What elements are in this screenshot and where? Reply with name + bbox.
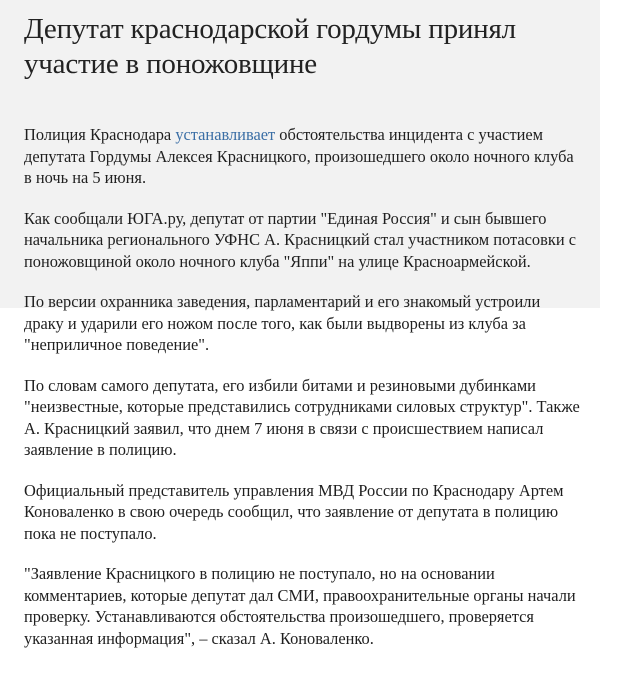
paragraph-1-start: Полиция Краснодара — [24, 125, 176, 144]
paragraph-1 — [24, 124, 584, 189]
source-link[interactable]: устанавливает — [175, 125, 276, 144]
right-margin — [600, 0, 618, 696]
paragraph-6: "Заявление Красницкого в полицию не поступало, но на основании комментариев, которые депутат дал СМИ, правоохранительные органы начали проверку. Устанавливаются обстоятельства произошедшего, проверяется указанная информация", – сказал А. Коноваленко. — [24, 564, 576, 648]
paragraph-5: Официальный представитель управления МВД России по Краснодару Артем Коноваленко в свою очередь сообщил, что заявление от депутата в полицию пока не поступало. — [24, 480, 564, 543]
paragraph-4: По словам самого депутата, его избили битами и резиновыми дубинками "неизвестные, которые представились сотрудниками силовых структур". Также А. Красницкий заявил, что днем 7 июня в связи с происшествием написал заявление в полицию. — [24, 375, 580, 459]
paragraph-3: По версии охранника заведения, парламентарий и его знакомый устроили драку и ударили его ножом после того, как были выдворены из клуба за "неприличное поведение". — [24, 292, 541, 354]
article-title: Депутат краснодарской гордумы принял участие в поножовщине — [24, 13, 516, 80]
paragraph-1-end: обстоятельства инцидента с участием депутата Гордумы Алексея Красницкого, произошедшего около ночного клуба в ночь на 5 июня. — [24, 125, 574, 187]
paragraph-2: Как сообщали ЮГА.ру, депутат от партии "Единая Россия" и сын бывшего начальника регионального УФНС А. Красницкий стал участником потасовки с поножовщиной около ночного клуба "Яппи" на улице Красноармейской. — [24, 208, 576, 271]
article-body — [24, 124, 584, 668]
